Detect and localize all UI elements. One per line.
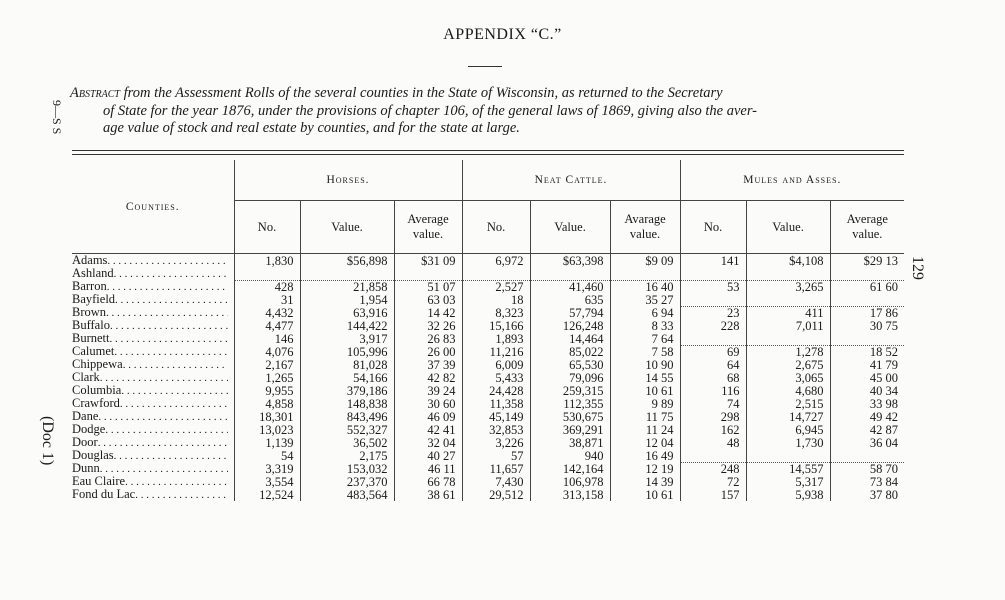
table-cell-h-val: 3,917 bbox=[300, 332, 394, 345]
col-horses-value: Value. bbox=[300, 201, 394, 254]
table-cell-h-avg: 46 11 bbox=[394, 462, 462, 475]
table-cell-c-no: 11,358 bbox=[462, 397, 530, 410]
table-cell-m-avg: 49 42 bbox=[830, 410, 904, 423]
table-cell-c-val: 57,794 bbox=[530, 306, 610, 319]
table-row bbox=[72, 332, 904, 345]
table-cell-h-no: 9,955 bbox=[234, 384, 300, 397]
table-cell-m-avg: $29 13 bbox=[830, 254, 904, 268]
table-cell-m-avg: 33 98 bbox=[830, 397, 904, 410]
table-cell-h-no: 4,477 bbox=[234, 319, 300, 332]
table-cell-h-val: 153,032 bbox=[300, 462, 394, 475]
table-cell-h-avg: 39 24 bbox=[394, 384, 462, 397]
abstract-text bbox=[72, 85, 902, 138]
table-cell-c-val: 85,022 bbox=[530, 345, 610, 358]
table-cell-h-val bbox=[300, 267, 394, 280]
table-cell-h-avg: 30 60 bbox=[394, 397, 462, 410]
table-cell-c-avg: 7 64 bbox=[610, 332, 680, 345]
table-cell-m-avg bbox=[830, 449, 904, 462]
table-cell-m-avg: 18 52 bbox=[830, 345, 904, 358]
table-cell-m-val: $4,108 bbox=[746, 254, 830, 268]
table-row bbox=[72, 462, 904, 475]
table-cell-c-no: 6,009 bbox=[462, 358, 530, 371]
table-cell-c-no: 29,512 bbox=[462, 488, 530, 501]
table-cell-c-no: 8,323 bbox=[462, 306, 530, 319]
table-cell-m-val: 2,515 bbox=[746, 397, 830, 410]
table-cell-c-avg: 12 19 bbox=[610, 462, 680, 475]
table-cell-h-no: 18,301 bbox=[234, 410, 300, 423]
table-cell-c-avg: 6 94 bbox=[610, 306, 680, 319]
doc-label: (Doc 1) bbox=[39, 416, 56, 466]
table-cell-m-no: 69 bbox=[680, 345, 746, 358]
table-cell-h-avg bbox=[394, 267, 462, 280]
table-cell-c-val: 940 bbox=[530, 449, 610, 462]
table-cell-h-val: 36,502 bbox=[300, 436, 394, 449]
table-cell-h-val: 54,166 bbox=[300, 371, 394, 384]
table-cell-h-no: 4,432 bbox=[234, 306, 300, 319]
table-cell-c-no: 57 bbox=[462, 449, 530, 462]
table-cell-h-avg: 63 03 bbox=[394, 293, 462, 306]
table-cell-h-val: 843,496 bbox=[300, 410, 394, 423]
table-cell-m-avg: 40 34 bbox=[830, 384, 904, 397]
table-row bbox=[72, 475, 904, 488]
county-name: Fond du Lac . . . bbox=[72, 488, 234, 501]
table-cell-c-avg: 9 89 bbox=[610, 397, 680, 410]
table-cell-h-no: 3,319 bbox=[234, 462, 300, 475]
table-cell-c-val: 369,291 bbox=[530, 423, 610, 436]
table-cell-c-val: 38,871 bbox=[530, 436, 610, 449]
table-cell-h-no: 1,139 bbox=[234, 436, 300, 449]
table-cell-c-avg: $9 09 bbox=[610, 254, 680, 268]
table-cell-m-val: 1,278 bbox=[746, 345, 830, 358]
table-cell-c-no: 45,149 bbox=[462, 410, 530, 423]
table-row bbox=[72, 423, 904, 436]
table-cell-c-val: 106,978 bbox=[530, 475, 610, 488]
table-cell-c-val: 79,096 bbox=[530, 371, 610, 384]
table-cell-c-no: 18 bbox=[462, 293, 530, 306]
table-row bbox=[72, 397, 904, 410]
table-row bbox=[72, 306, 904, 319]
margin-note: 9—S S bbox=[50, 99, 64, 135]
table-cell-c-val: 41,460 bbox=[530, 280, 610, 293]
table-cell-c-no: 3,226 bbox=[462, 436, 530, 449]
county-name: Columbia . . . bbox=[72, 384, 234, 397]
table-cell-c-avg: 14 55 bbox=[610, 371, 680, 384]
col-cattle-average: Avarage value. bbox=[610, 201, 680, 254]
table-cell-h-avg: 26 00 bbox=[394, 345, 462, 358]
table-cell-h-no: 13,023 bbox=[234, 423, 300, 436]
county-name: Ashland . . . bbox=[72, 267, 234, 280]
table-row bbox=[72, 449, 904, 462]
table-cell-h-avg: 26 83 bbox=[394, 332, 462, 345]
col-cattle-no: No. bbox=[462, 201, 530, 254]
table-row bbox=[72, 384, 904, 397]
table-cell-h-no: 146 bbox=[234, 332, 300, 345]
table-cell-c-avg: 7 58 bbox=[610, 345, 680, 358]
county-name: Crawford . . . bbox=[72, 397, 234, 410]
group-horses: Horses. bbox=[234, 160, 462, 201]
table-cell-m-no: 64 bbox=[680, 358, 746, 371]
col-mules-average: Average value. bbox=[830, 201, 904, 254]
table-cell-c-val: 112,355 bbox=[530, 397, 610, 410]
table-cell-c-avg: 10 61 bbox=[610, 384, 680, 397]
table-cell-h-avg: 37 39 bbox=[394, 358, 462, 371]
abstract-line-2: of State for the year 1876, under the provisions of chapter 106, of the general laws of 1869, giving also the aver- bbox=[103, 102, 758, 119]
table-cell-m-avg bbox=[830, 293, 904, 306]
counties-header: Counties. bbox=[125, 200, 180, 213]
title-rule bbox=[468, 66, 502, 67]
table-cell-m-val: 1,730 bbox=[746, 436, 830, 449]
table-cell-m-avg bbox=[830, 332, 904, 345]
table-cell-m-avg: 45 00 bbox=[830, 371, 904, 384]
county-name: Door . . . bbox=[72, 436, 234, 449]
county-name: Buffalo . . . bbox=[72, 319, 234, 332]
table-cell-m-avg: 37 80 bbox=[830, 488, 904, 501]
table-cell-c-no: 5,433 bbox=[462, 371, 530, 384]
table-cell-m-val: 3,065 bbox=[746, 371, 830, 384]
table-cell-c-val: 126,248 bbox=[530, 319, 610, 332]
table-cell-c-no: 11,657 bbox=[462, 462, 530, 475]
table-cell-h-avg: 38 61 bbox=[394, 488, 462, 501]
table-cell-m-no: 74 bbox=[680, 397, 746, 410]
table-row bbox=[72, 371, 904, 384]
county-name: Chippewa . . . bbox=[72, 358, 234, 371]
table-cell-m-val: 14,557 bbox=[746, 462, 830, 475]
table-cell-h-no: 2,167 bbox=[234, 358, 300, 371]
table-cell-m-no: 72 bbox=[680, 475, 746, 488]
table-cell-h-val: 63,916 bbox=[300, 306, 394, 319]
table-row bbox=[72, 436, 904, 449]
table-cell-c-avg: 16 49 bbox=[610, 449, 680, 462]
table-cell-m-no: 248 bbox=[680, 462, 746, 475]
table-cell-m-val: 5,317 bbox=[746, 475, 830, 488]
county-name: Dunn . . . bbox=[72, 462, 234, 475]
table-cell-m-no: 298 bbox=[680, 410, 746, 423]
table-cell-c-val: 65,530 bbox=[530, 358, 610, 371]
county-name: Adams . . . bbox=[72, 254, 234, 268]
table-cell-m-no: 116 bbox=[680, 384, 746, 397]
table-cell-c-avg: 10 61 bbox=[610, 488, 680, 501]
table-row bbox=[72, 254, 904, 268]
table-cell-c-no: 11,216 bbox=[462, 345, 530, 358]
table-cell-c-avg bbox=[610, 267, 680, 280]
county-name: Douglas . . . bbox=[72, 449, 234, 462]
table-cell-m-val: 6,945 bbox=[746, 423, 830, 436]
table-cell-h-val: 552,327 bbox=[300, 423, 394, 436]
table-cell-h-avg: 42 41 bbox=[394, 423, 462, 436]
table-cell-c-val: $63,398 bbox=[530, 254, 610, 268]
table-cell-h-no: 4,076 bbox=[234, 345, 300, 358]
table-cell-m-val: 5,938 bbox=[746, 488, 830, 501]
table-row bbox=[72, 267, 904, 280]
table-cell-h-avg: 42 82 bbox=[394, 371, 462, 384]
col-mules-value: Value. bbox=[746, 201, 830, 254]
table-cell-h-avg: 40 27 bbox=[394, 449, 462, 462]
table-cell-h-val: 2,175 bbox=[300, 449, 394, 462]
county-name: Dodge . . . bbox=[72, 423, 234, 436]
table-cell-c-avg: 11 24 bbox=[610, 423, 680, 436]
table-cell-m-no: 141 bbox=[680, 254, 746, 268]
table-cell-m-no: 162 bbox=[680, 423, 746, 436]
table-cell-m-val bbox=[746, 293, 830, 306]
group-neat-cattle: Neat Cattle. bbox=[462, 160, 680, 201]
table-cell-c-avg: 35 27 bbox=[610, 293, 680, 306]
table-cell-h-val: 1,954 bbox=[300, 293, 394, 306]
table-cell-c-no: 24,428 bbox=[462, 384, 530, 397]
assessment-table bbox=[72, 160, 904, 501]
header-double-rule bbox=[72, 150, 904, 155]
table-cell-h-val: 148,838 bbox=[300, 397, 394, 410]
table-cell-h-no: 1,265 bbox=[234, 371, 300, 384]
table-row bbox=[72, 280, 904, 293]
table-cell-h-avg: $31 09 bbox=[394, 254, 462, 268]
table-cell-h-val: 237,370 bbox=[300, 475, 394, 488]
table-cell-m-no bbox=[680, 449, 746, 462]
table-cell-m-no: 228 bbox=[680, 319, 746, 332]
table-cell-c-no: 32,853 bbox=[462, 423, 530, 436]
table-cell-h-no: 31 bbox=[234, 293, 300, 306]
county-name: Burnett . . . bbox=[72, 332, 234, 345]
table-cell-m-no: 157 bbox=[680, 488, 746, 501]
table-cell-c-no: 6,972 bbox=[462, 254, 530, 268]
table-cell-c-avg: 10 90 bbox=[610, 358, 680, 371]
table-cell-m-val: 3,265 bbox=[746, 280, 830, 293]
table-cell-h-no: 428 bbox=[234, 280, 300, 293]
table-cell-m-avg bbox=[830, 267, 904, 280]
table-cell-m-avg: 36 04 bbox=[830, 436, 904, 449]
table-cell-m-no: 23 bbox=[680, 306, 746, 319]
table-cell-h-no bbox=[234, 267, 300, 280]
table-row bbox=[72, 358, 904, 371]
county-name: Brown . . . bbox=[72, 306, 234, 319]
group-mules-asses: Mules and Asses. bbox=[680, 160, 904, 201]
table-cell-m-no: 53 bbox=[680, 280, 746, 293]
table-cell-m-avg: 17 86 bbox=[830, 306, 904, 319]
table-cell-m-val: 7,011 bbox=[746, 319, 830, 332]
table-cell-h-avg: 51 07 bbox=[394, 280, 462, 293]
table-cell-c-avg: 8 33 bbox=[610, 319, 680, 332]
county-name: Calumet . . . bbox=[72, 345, 234, 358]
table-cell-c-val: 635 bbox=[530, 293, 610, 306]
table-cell-m-val: 4,680 bbox=[746, 384, 830, 397]
table-cell-h-avg: 32 26 bbox=[394, 319, 462, 332]
abstract-lead: Abstract bbox=[70, 85, 120, 101]
table-cell-m-avg: 58 70 bbox=[830, 462, 904, 475]
table-cell-m-val: 411 bbox=[746, 306, 830, 319]
table-cell-c-no: 15,166 bbox=[462, 319, 530, 332]
table-cell-m-avg: 42 87 bbox=[830, 423, 904, 436]
table-row bbox=[72, 410, 904, 423]
table-cell-c-avg: 16 40 bbox=[610, 280, 680, 293]
county-name: Clark . . . bbox=[72, 371, 234, 384]
table-cell-c-val: 530,675 bbox=[530, 410, 610, 423]
table-cell-h-avg: 14 42 bbox=[394, 306, 462, 319]
table-cell-c-avg: 11 75 bbox=[610, 410, 680, 423]
col-mules-no: No. bbox=[680, 201, 746, 254]
table-cell-h-avg: 46 09 bbox=[394, 410, 462, 423]
table-row bbox=[72, 293, 904, 306]
table-cell-c-val bbox=[530, 267, 610, 280]
table-cell-h-val: 379,186 bbox=[300, 384, 394, 397]
table-cell-c-avg: 12 04 bbox=[610, 436, 680, 449]
table-cell-m-no bbox=[680, 267, 746, 280]
table-cell-c-no: 1,893 bbox=[462, 332, 530, 345]
table-cell-c-val: 14,464 bbox=[530, 332, 610, 345]
table-cell-c-no bbox=[462, 267, 530, 280]
county-name: Barron . . . bbox=[72, 280, 234, 293]
table-cell-m-val: 2,675 bbox=[746, 358, 830, 371]
table-cell-h-val: 483,564 bbox=[300, 488, 394, 501]
table-cell-m-val bbox=[746, 449, 830, 462]
table-cell-m-avg: 30 75 bbox=[830, 319, 904, 332]
table-cell-c-val: 259,315 bbox=[530, 384, 610, 397]
table-cell-h-val: 21,858 bbox=[300, 280, 394, 293]
col-cattle-value: Value. bbox=[530, 201, 610, 254]
abstract-line-3: age value of stock and real estate by counties, and for the state at large. bbox=[103, 120, 520, 136]
table-cell-m-avg: 73 84 bbox=[830, 475, 904, 488]
abstract-line-1: from the Assessment Rolls of the several counties in the State of Wisconsin, as returned to the Secretary bbox=[119, 85, 723, 101]
page-number: 129 bbox=[909, 256, 926, 280]
table-row bbox=[72, 319, 904, 332]
table-cell-h-val: 105,996 bbox=[300, 345, 394, 358]
county-name: Dane . . . bbox=[72, 410, 234, 423]
table-cell-c-no: 7,430 bbox=[462, 475, 530, 488]
table-cell-h-avg: 32 04 bbox=[394, 436, 462, 449]
table-row bbox=[72, 345, 904, 358]
table-cell-h-avg: 66 78 bbox=[394, 475, 462, 488]
county-name: Eau Claire . . . bbox=[72, 475, 234, 488]
table-cell-c-val: 142,164 bbox=[530, 462, 610, 475]
table-cell-h-no: 1,830 bbox=[234, 254, 300, 268]
table-cell-m-val bbox=[746, 332, 830, 345]
table-cell-m-avg: 61 60 bbox=[830, 280, 904, 293]
table-cell-m-no: 48 bbox=[680, 436, 746, 449]
table-cell-m-val: 14,727 bbox=[746, 410, 830, 423]
table-cell-c-no: 2,527 bbox=[462, 280, 530, 293]
county-name: Bayfield . . . bbox=[72, 293, 234, 306]
col-horses-no: No. bbox=[234, 201, 300, 254]
table-cell-h-no: 12,524 bbox=[234, 488, 300, 501]
table-cell-h-no: 54 bbox=[234, 449, 300, 462]
table-cell-h-val: 81,028 bbox=[300, 358, 394, 371]
table-cell-m-avg: 41 79 bbox=[830, 358, 904, 371]
col-horses-average: Average value. bbox=[394, 201, 462, 254]
table-row bbox=[72, 488, 904, 501]
table-cell-c-val: 313,158 bbox=[530, 488, 610, 501]
table-cell-h-val: $56,898 bbox=[300, 254, 394, 268]
table-cell-m-val bbox=[746, 267, 830, 280]
table-cell-m-no bbox=[680, 293, 746, 306]
table-cell-h-no: 4,858 bbox=[234, 397, 300, 410]
page-title: APPENDIX “C.” bbox=[443, 26, 562, 43]
table-cell-m-no bbox=[680, 332, 746, 345]
table-cell-h-val: 144,422 bbox=[300, 319, 394, 332]
table-cell-h-no: 3,554 bbox=[234, 475, 300, 488]
table-cell-m-no: 68 bbox=[680, 371, 746, 384]
table-cell-c-avg: 14 39 bbox=[610, 475, 680, 488]
